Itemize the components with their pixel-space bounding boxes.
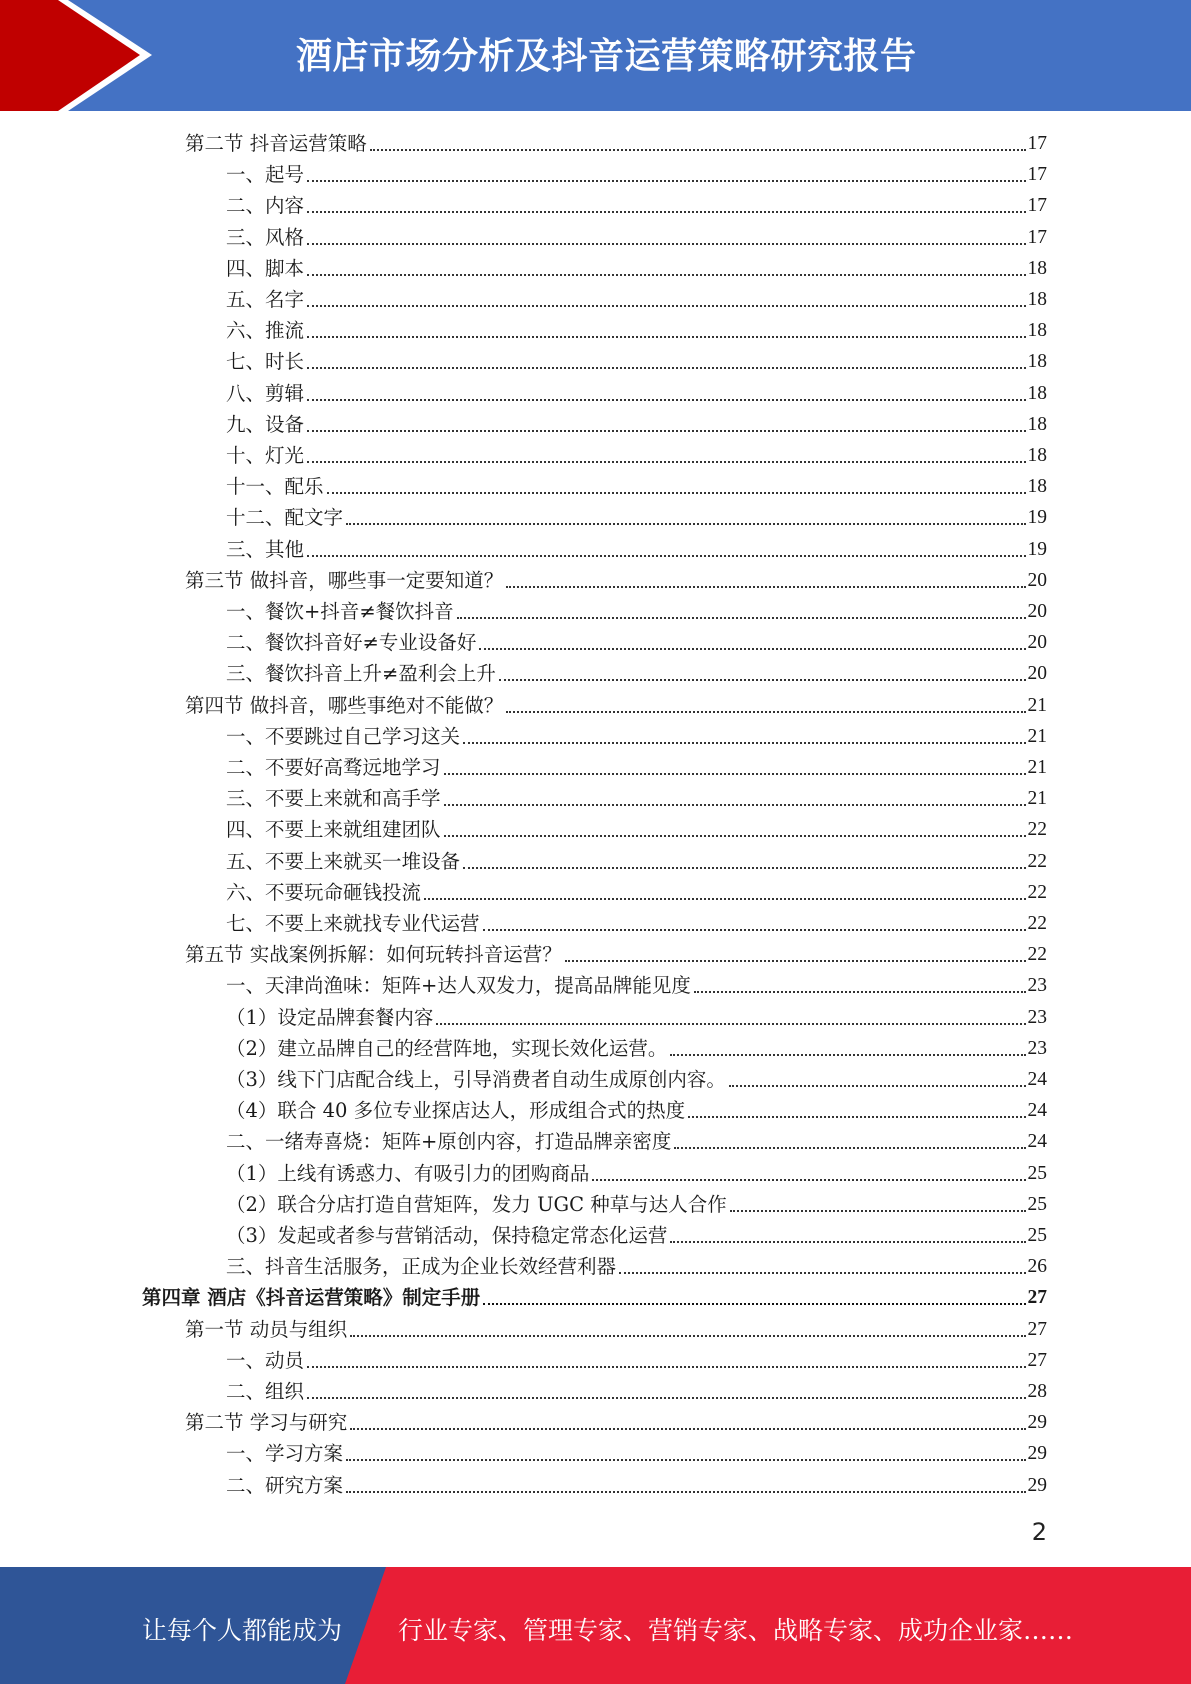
- toc-dot-leader: [346, 1491, 1025, 1493]
- toc-entry-label: 第四章 酒店《抖音运营策略》制定手册: [142, 1286, 481, 1310]
- toc-dot-leader: [307, 211, 1025, 213]
- toc-entry-label: 三、风格: [226, 225, 305, 249]
- toc-dot-leader: [307, 430, 1025, 432]
- toc-entry-page: 25: [1027, 1225, 1047, 1246]
- toc-entry-page: 22: [1027, 913, 1047, 934]
- toc-entry[interactable]: [226, 471, 1047, 502]
- toc-entry-label: 第五节 实战案例拆解：如何玩转抖音运营？: [185, 943, 562, 967]
- toc-entry-label: 第二节 抖音运营策略: [185, 132, 367, 155]
- toc-entry-label: 八、剪辑: [226, 381, 305, 405]
- toc-dot-leader: [307, 399, 1025, 401]
- page-header: [0, 0, 1191, 111]
- toc-entry-label: 五、名字: [226, 288, 305, 311]
- toc-entry[interactable]: [226, 1189, 1047, 1220]
- toc-dot-leader: [346, 1459, 1025, 1461]
- toc-entry-page: 20: [1027, 663, 1047, 685]
- toc-entry-page: 27: [1027, 1349, 1047, 1371]
- toc-entry[interactable]: [226, 159, 1047, 190]
- toc-entry-page: 27: [1027, 1318, 1047, 1340]
- toc-entry-page: 29: [1027, 1412, 1047, 1434]
- toc-entry-label: 三、其他: [226, 537, 305, 561]
- page-number: 2: [1031, 1518, 1047, 1546]
- toc-entry-page: 22: [1027, 881, 1047, 903]
- toc-entry[interactable]: [185, 128, 1047, 159]
- toc-entry[interactable]: [226, 658, 1047, 689]
- toc-dot-leader: [307, 243, 1025, 245]
- footer-slogan-right: 行业专家、管理专家、营销专家、战略专家、成功企业家……: [398, 1616, 1074, 1645]
- toc-entry[interactable]: [226, 346, 1047, 377]
- toc-dot-leader: [307, 555, 1025, 557]
- toc-dot-leader: [565, 960, 1026, 962]
- toc-entry-label: 六、不要玩命砸钱投流: [226, 880, 422, 904]
- toc-entry-page: 17: [1027, 195, 1047, 217]
- toc-entry[interactable]: [226, 752, 1047, 783]
- toc-entry[interactable]: [226, 409, 1047, 440]
- toc-entry-page: 20: [1027, 601, 1047, 622]
- toc-entry-page: 24: [1027, 1100, 1047, 1122]
- toc-entry-label: 二、研究方案: [226, 1473, 344, 1497]
- toc-entry-page: 23: [1027, 1006, 1047, 1028]
- toc-entry[interactable]: [226, 1033, 1047, 1064]
- toc-entry[interactable]: [226, 253, 1047, 284]
- toc-entry-page: 21: [1027, 694, 1047, 716]
- toc-entry[interactable]: [226, 1470, 1047, 1501]
- toc-entry-label: 二、组织: [226, 1380, 305, 1403]
- toc-entry-page: 21: [1027, 757, 1047, 778]
- toc-entry-label: （3）线下门店配合线上，引导消费者自动生成原创内容。: [226, 1068, 726, 1091]
- toc-dot-leader: [670, 1241, 1025, 1243]
- toc-entry[interactable]: [226, 1345, 1047, 1376]
- toc-entry[interactable]: [226, 534, 1047, 565]
- toc-dot-leader: [463, 867, 1025, 869]
- toc-entry-label: 一、学习方案: [226, 1442, 344, 1466]
- toc-dot-leader: [463, 742, 1025, 744]
- toc-dot-leader: [479, 648, 1025, 650]
- toc-entry-label: （3）发起或者参与营销活动，保持稳定常态化运营: [226, 1224, 668, 1247]
- toc-dot-leader: [307, 1366, 1025, 1368]
- toc-dot-leader: [444, 835, 1026, 837]
- toc-entry[interactable]: [226, 596, 1047, 627]
- toc-entry-page: 18: [1027, 320, 1047, 342]
- toc-entry[interactable]: [226, 1438, 1047, 1469]
- toc-dot-leader: [307, 367, 1025, 369]
- toc-dot-leader: [307, 180, 1025, 182]
- toc-entry-page: 17: [1027, 226, 1047, 248]
- toc-entry[interactable]: [226, 814, 1047, 845]
- toc-entry-label: 四、不要上来就组建团队: [226, 818, 441, 842]
- report-title: 酒店市场分析及抖音运营策略研究报告: [296, 36, 917, 77]
- toc-entry[interactable]: [226, 284, 1047, 315]
- toc-dot-leader: [483, 929, 1026, 931]
- toc-entry[interactable]: [226, 877, 1047, 908]
- toc-dot-leader: [327, 492, 1026, 494]
- toc-entry-label: 一、起号: [226, 163, 305, 187]
- toc-dot-leader: [506, 711, 1025, 713]
- page-footer: [0, 1567, 1191, 1684]
- toc-entry[interactable]: [226, 783, 1047, 814]
- toc-entry-label: 第三节 做抖音，哪些事一定要知道？: [185, 568, 504, 592]
- toc-dot-leader: [346, 523, 1025, 525]
- toc-entry-label: 二、餐饮抖音好≠专业设备好: [226, 631, 477, 655]
- toc-entry[interactable]: [226, 1095, 1047, 1126]
- toc-entry[interactable]: [226, 1376, 1047, 1407]
- toc-entry-page: 18: [1027, 257, 1047, 279]
- toc-entry-label: 三、餐饮抖音上升≠盈利会上升: [226, 662, 496, 686]
- toc-entry-page: 25: [1027, 1193, 1047, 1215]
- toc-entry-page: 21: [1027, 788, 1047, 810]
- toc-dot-leader: [444, 804, 1026, 806]
- toc-entry-page: 21: [1027, 725, 1047, 747]
- toc-dot-leader: [307, 1397, 1025, 1399]
- toc-entry-page: 18: [1027, 445, 1047, 466]
- toc-entry[interactable]: [226, 315, 1047, 346]
- toc-entry-label: （1）设定品牌套餐内容: [226, 1005, 434, 1029]
- toc-entry-label: 三、不要上来就和高手学: [226, 787, 441, 811]
- toc-entry-page: 19: [1027, 507, 1047, 529]
- toc-entry-page: 18: [1027, 476, 1047, 498]
- toc-dot-leader: [619, 1272, 1025, 1274]
- toc-entry-label: 一、动员: [226, 1348, 305, 1372]
- toc-dot-leader: [436, 1023, 1025, 1025]
- toc-entry-page: 22: [1027, 944, 1047, 966]
- toc-dot-leader: [307, 461, 1025, 463]
- toc-entry[interactable]: [226, 502, 1047, 533]
- toc-entry-page: 17: [1027, 164, 1047, 186]
- toc-entry-page: 27: [1027, 1287, 1047, 1309]
- toc-entry-label: 二、一绪寿喜烧：矩阵+原创内容，打造品牌亲密度: [226, 1130, 672, 1154]
- toc-entry[interactable]: [226, 1126, 1047, 1157]
- toc-entry-page: 26: [1027, 1256, 1047, 1278]
- toc-entry-label: （4）联合 40 多位专业探店达人，形成组合式的热度: [226, 1099, 686, 1123]
- toc-dot-leader: [730, 1210, 1026, 1212]
- toc-entry-page: 28: [1027, 1381, 1047, 1402]
- toc-dot-leader: [350, 1428, 1025, 1430]
- toc-entry-label: 一、不要跳过自己学习这关: [226, 724, 461, 748]
- toc-entry-label: 第四节 做抖音，哪些事绝对不能做？: [185, 693, 504, 717]
- toc-dot-leader: [457, 617, 1026, 619]
- toc-entry[interactable]: [226, 1158, 1047, 1189]
- toc-dot-leader: [424, 898, 1025, 900]
- toc-entry-label: 四、脚本: [226, 256, 305, 280]
- footer-slogan-left: 让每个人都能成为: [142, 1616, 343, 1645]
- toc-entry-page: 22: [1027, 850, 1047, 872]
- toc-entry-page: 23: [1027, 975, 1047, 997]
- toc-entry-page: 18: [1027, 351, 1047, 373]
- toc-dot-leader: [307, 274, 1025, 276]
- toc-entry[interactable]: [185, 1314, 1047, 1345]
- toc-entry-label: 三、抖音生活服务，正成为企业长效经营利器: [226, 1255, 617, 1279]
- toc-entry-label: （2）建立品牌自己的经营阵地，实现长效化运营。: [226, 1036, 668, 1060]
- toc-entry[interactable]: [226, 190, 1047, 221]
- toc-entry[interactable]: [142, 1282, 1047, 1313]
- toc-entry[interactable]: [226, 1251, 1047, 1282]
- toc-entry[interactable]: [226, 222, 1047, 253]
- toc-entry-label: （2）联合分店打造自营矩阵，发力 UGC 种草与达人合作: [226, 1192, 727, 1216]
- toc-entry-label: 一、天津尚渔味：矩阵+达人双发力，提高品牌能见度: [226, 974, 691, 998]
- toc-entry-label: 第一节 动员与组织: [185, 1317, 348, 1341]
- toc-entry-page: 29: [1027, 1443, 1047, 1465]
- toc-entry-label: 二、内容: [226, 194, 305, 218]
- toc-entry-page: 25: [1027, 1162, 1047, 1184]
- toc-entry[interactable]: [185, 690, 1047, 721]
- toc-entry[interactable]: [226, 378, 1047, 409]
- toc-entry[interactable]: [226, 908, 1047, 939]
- toc-dot-leader: [592, 1179, 1025, 1181]
- toc-entry[interactable]: [226, 1220, 1047, 1251]
- toc-entry-label: 九、设备: [226, 412, 305, 436]
- toc-entry[interactable]: [226, 721, 1047, 752]
- toc-entry[interactable]: [185, 565, 1047, 596]
- toc-dot-leader: [307, 336, 1025, 338]
- toc-dot-leader: [444, 773, 1026, 775]
- toc-dot-leader: [307, 305, 1025, 307]
- toc-entry-page: 17: [1027, 133, 1047, 154]
- toc-entry[interactable]: [185, 1407, 1047, 1438]
- header-arrow-graphic: [0, 0, 160, 111]
- toc-entry-label: 十二、配文字: [226, 506, 344, 530]
- toc-entry-page: 18: [1027, 382, 1047, 404]
- toc-entry[interactable]: [226, 846, 1047, 877]
- toc-entry-label: （1）上线有诱惑力、有吸引力的团购商品: [226, 1161, 590, 1185]
- toc-dot-leader: [483, 1303, 1025, 1305]
- toc-dot-leader: [370, 149, 1026, 151]
- toc-entry-page: 18: [1027, 413, 1047, 435]
- toc-dot-leader: [688, 1116, 1025, 1118]
- toc-entry-label: 第二节 学习与研究: [185, 1411, 348, 1435]
- toc-entry[interactable]: [226, 627, 1047, 658]
- toc-dot-leader: [674, 1147, 1025, 1149]
- toc-entry-label: 一、餐饮+抖音≠餐饮抖音: [226, 600, 454, 623]
- toc-dot-leader: [670, 1054, 1025, 1056]
- toc-entry[interactable]: [226, 1064, 1047, 1095]
- toc-entry-label: 七、时长: [226, 350, 305, 374]
- toc-entry-label: 五、不要上来就买一堆设备: [226, 849, 461, 873]
- toc-entry[interactable]: [185, 939, 1047, 970]
- toc-entry[interactable]: [226, 970, 1047, 1001]
- toc-dot-leader: [499, 679, 1026, 681]
- toc-entry-page: 23: [1027, 1037, 1047, 1059]
- toc-entry-page: 20: [1027, 569, 1047, 591]
- toc-entry-page: 24: [1027, 1131, 1047, 1153]
- toc-entry-label: 七、不要上来就找专业代运营: [226, 912, 480, 935]
- toc-entry-label: 六、推流: [226, 319, 305, 343]
- toc-dot-leader: [729, 1085, 1026, 1087]
- toc-entry-page: 24: [1027, 1069, 1047, 1090]
- toc-entry[interactable]: [226, 440, 1047, 471]
- toc-dot-leader: [506, 586, 1025, 588]
- toc-entry-page: 18: [1027, 289, 1047, 310]
- toc-dot-leader: [694, 991, 1026, 993]
- toc-entry-label: 十一、配乐: [226, 475, 324, 499]
- toc-entry-label: 二、不要好高骛远地学习: [226, 756, 441, 779]
- toc-dot-leader: [350, 1335, 1025, 1337]
- toc-entry-page: 22: [1027, 819, 1047, 841]
- toc-entry-label: 十、灯光: [226, 444, 305, 467]
- toc-entry-page: 29: [1027, 1474, 1047, 1496]
- toc-entry[interactable]: [226, 1002, 1047, 1033]
- toc-entry-page: 19: [1027, 538, 1047, 560]
- toc-entry-page: 20: [1027, 632, 1047, 654]
